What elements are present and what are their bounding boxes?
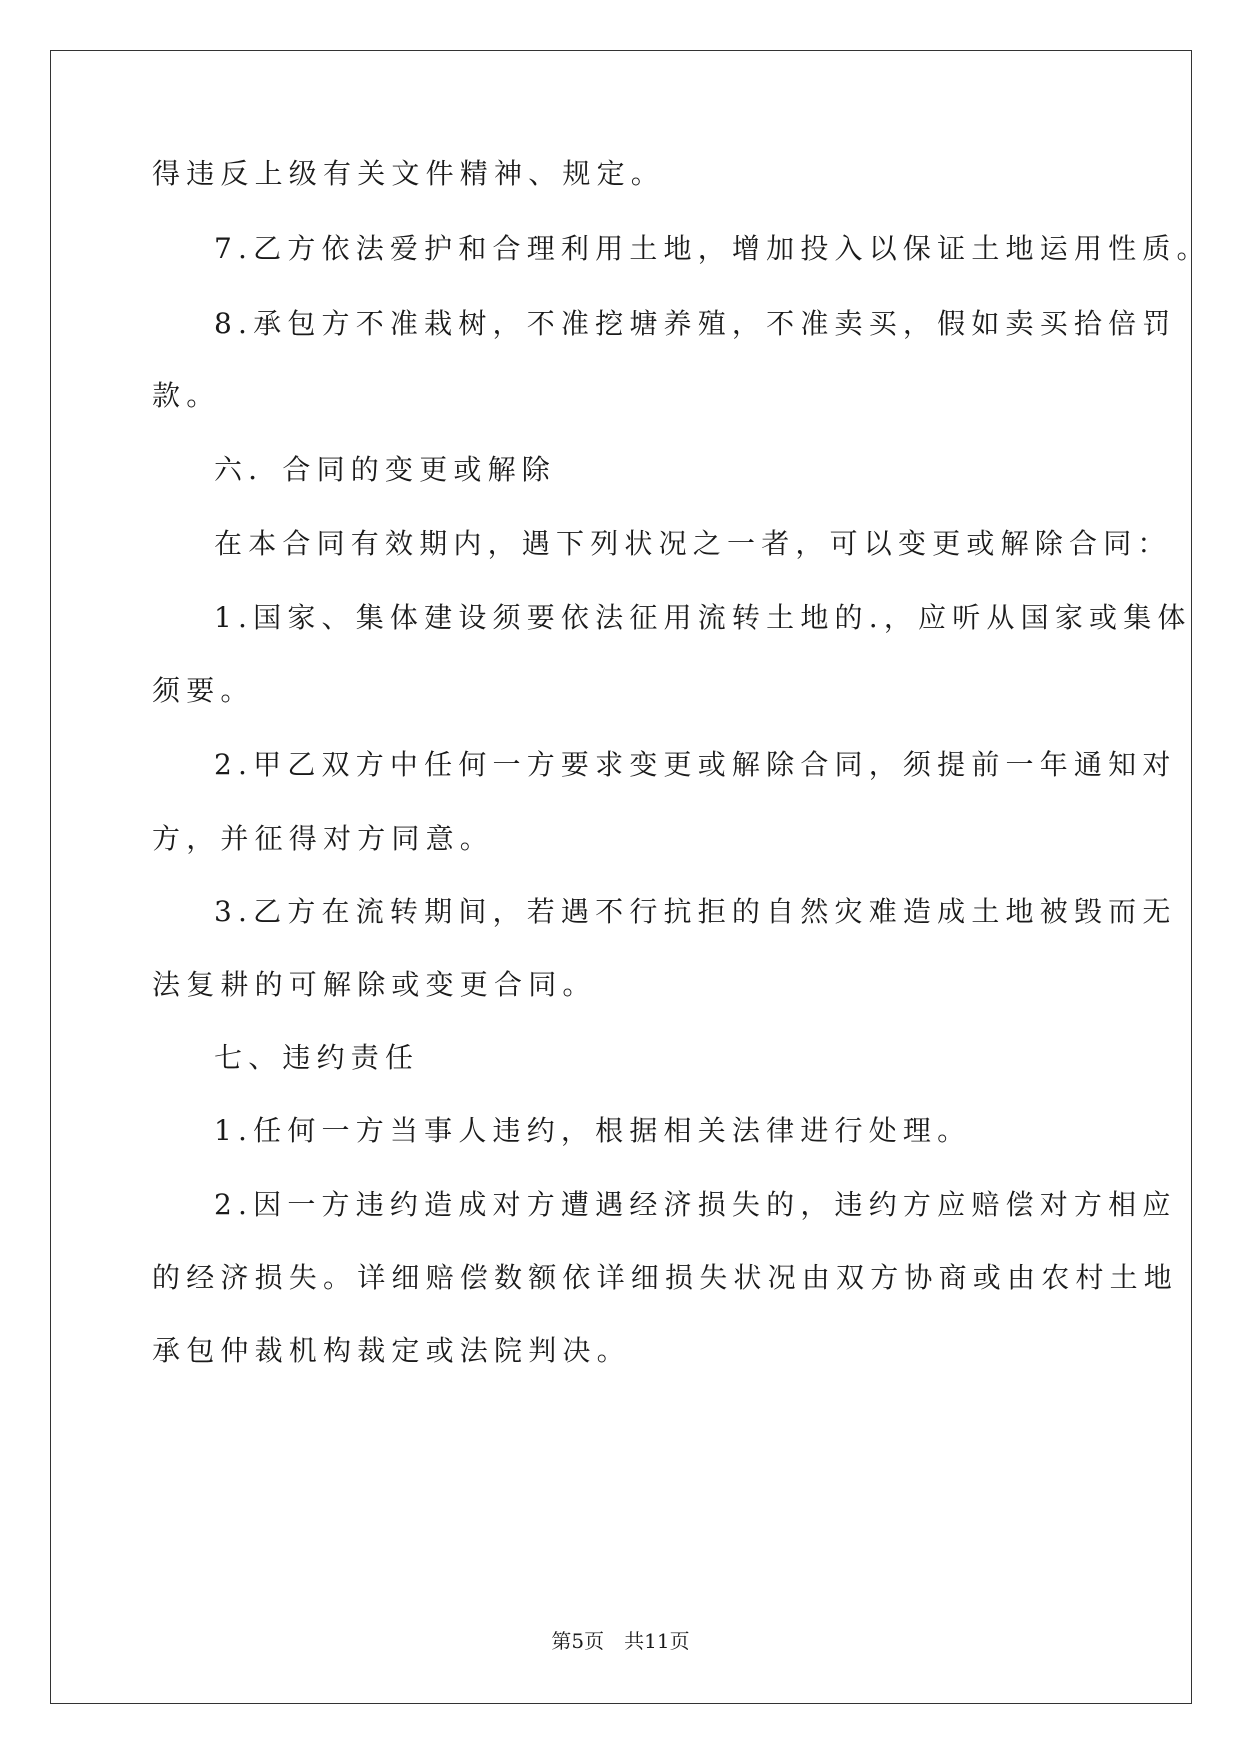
paragraph-clause-3-continued: 法复耕的可解除或变更合同。 bbox=[152, 968, 597, 1001]
page-number: 第5页 bbox=[551, 1629, 605, 1653]
paragraph-clause-3: 3.乙方在流转期间，若遇不行抗拒的自然灾难造成土地被毁而无 bbox=[214, 895, 1177, 928]
section-heading-6: 六．合同的变更或解除 bbox=[214, 453, 557, 486]
paragraph-liability-2-line-2: 的经济损失。详细赔偿数额依详细损失状况由双方协商或由农村土地 bbox=[152, 1261, 1179, 1294]
paragraph-liability-2: 2.因一方违约造成对方遭遇经济损失的，违约方应赔偿对方相应 bbox=[214, 1188, 1177, 1221]
paragraph-clause-2-continued: 方，并征得对方同意。 bbox=[152, 822, 495, 855]
paragraph-clause-1-continued: 须要。 bbox=[152, 674, 255, 707]
section-heading-7: 七、违约责任 bbox=[214, 1041, 420, 1074]
page-footer bbox=[0, 1631, 1241, 1651]
paragraph-clause-1: 1.国家、集体建设须要依法征用流转土地的.，应听从国家或集体 bbox=[214, 601, 1192, 634]
total-pages: 共11页 bbox=[624, 1629, 690, 1653]
paragraph-item-8-continued: 款。 bbox=[152, 379, 221, 412]
paragraph-item-8: 8.承包方不准栽树，不准挖塘养殖，不准卖买，假如卖买拾倍罚 bbox=[214, 307, 1177, 340]
paragraph-line-1: 得违反上级有关文件精神、规定。 bbox=[152, 157, 666, 190]
page-border bbox=[50, 50, 1192, 1704]
paragraph-clause-2: 2.甲乙双方中任何一方要求变更或解除合同，须提前一年通知对 bbox=[214, 748, 1177, 781]
paragraph-liability-1: 1.任何一方当事人违约，根据相关法律进行处理。 bbox=[214, 1114, 972, 1147]
paragraph-liability-2-line-3: 承包仲裁机构裁定或法院判决。 bbox=[152, 1334, 631, 1367]
paragraph-item-7: 7.乙方依法爱护和合理利用土地，增加投入以保证土地运用性质。 bbox=[214, 232, 1211, 265]
paragraph-intro: 在本合同有效期内，遇下列状况之一者，可以变更或解除合同： bbox=[214, 527, 1172, 560]
